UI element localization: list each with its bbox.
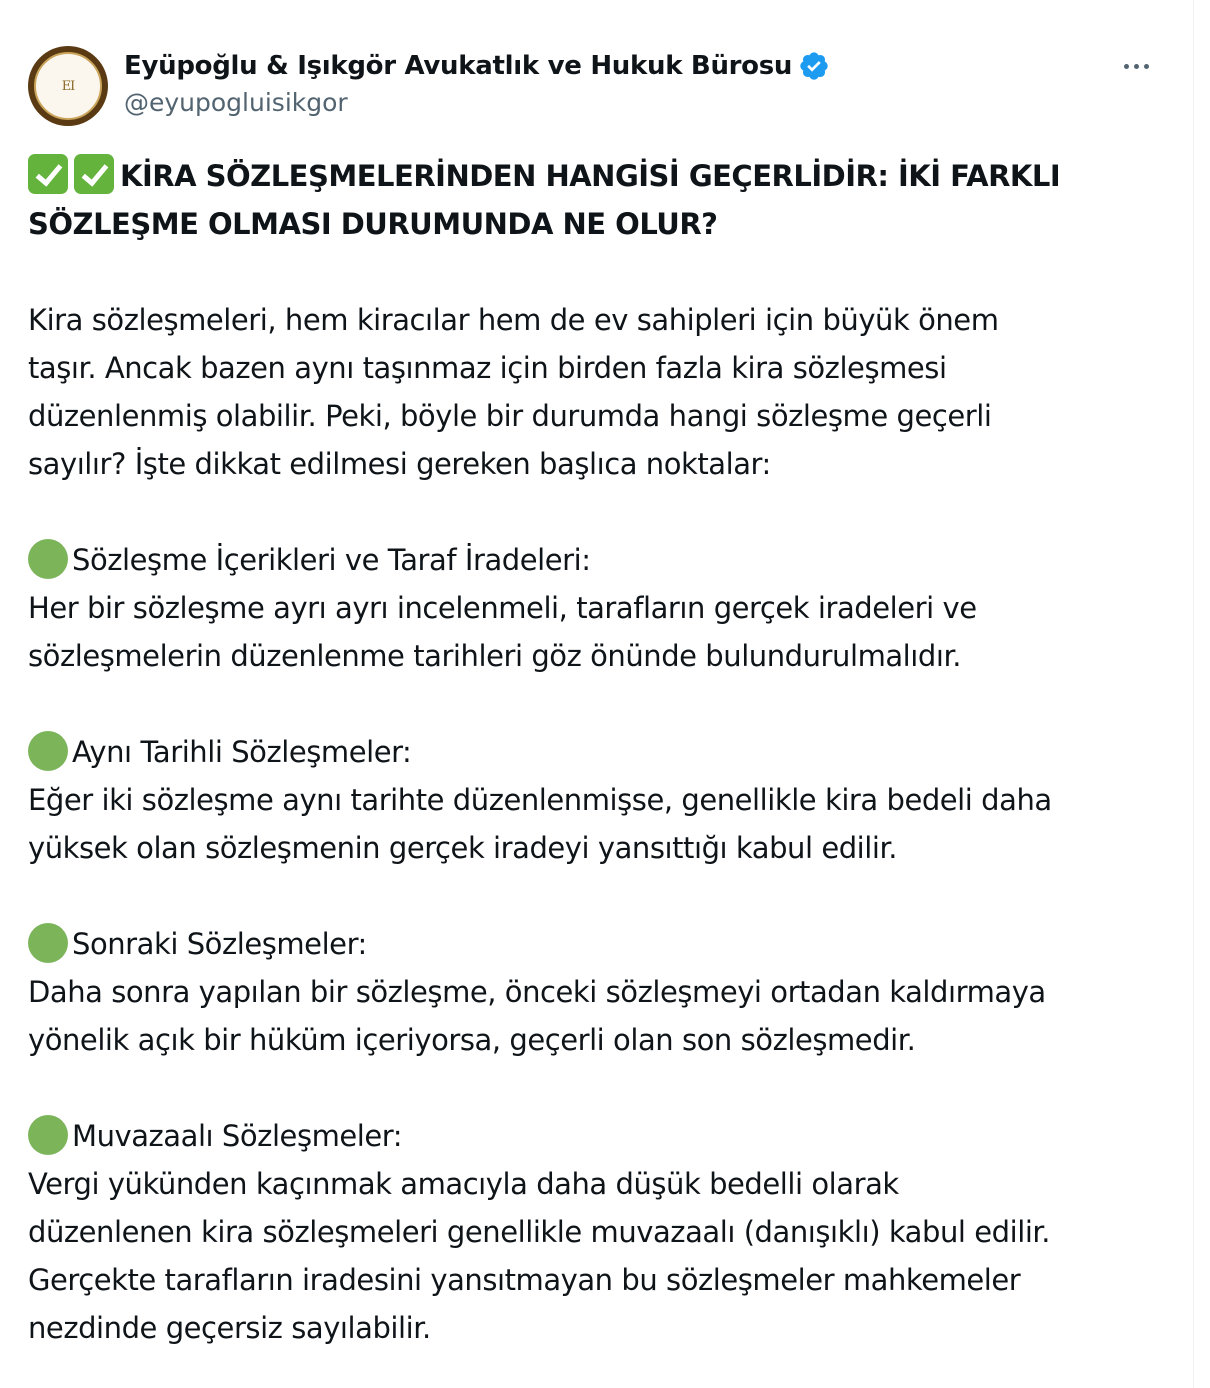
display-name[interactable]: Eyüpoğlu & Işıkgör Avukatlık ve Hukuk Bürosu (124, 51, 793, 81)
green-circle-emoji (28, 923, 68, 963)
more-options-icon[interactable] (1116, 54, 1156, 78)
section-3 (28, 920, 1163, 1064)
section-title (28, 536, 1163, 584)
section-line: düzenlenen kira sözleşmeleri genellikle muvazaalı (danışıklı) kabul edilir. (28, 1215, 1051, 1249)
post-headline-line-1 (28, 152, 1163, 200)
section-line: Eğer iki sözleşme aynı tarihte düzenlenmişse, genellikle kira bedeli daha (28, 783, 1052, 817)
avatar[interactable] (28, 46, 108, 126)
intro-line: sayılır? İşte dikkat edilmesi gereken başlıca noktalar: (28, 447, 771, 481)
avatar-monogram: EI (61, 78, 75, 94)
verified-badge-icon[interactable] (798, 50, 830, 82)
section-title-text: Sözleşme İçerikleri ve Taraf İradeleri: (72, 543, 591, 577)
post-header (28, 44, 1170, 128)
intro-paragraph (28, 296, 1163, 488)
intro-line: Kira sözleşmeleri, hem kiracılar hem de ev sahipleri için büyük önem (28, 303, 999, 337)
post-text (28, 152, 1163, 1352)
headline-text-1: KİRA SÖZLEŞMELERİNDEN HANGİSİ GEÇERLİDİR: İKİ FARKLI (120, 159, 1061, 193)
intro-line: taşır. Ancak bazen aynı taşınmaz için birden fazla kira sözleşmesi (28, 351, 947, 385)
post-headline-line-2: SÖZLEŞME OLMASI DURUMUNDA NE OLUR? (28, 207, 718, 241)
green-circle-emoji (28, 1115, 68, 1155)
section-title (28, 728, 1163, 776)
column-divider (1193, 0, 1194, 1388)
intro-line: düzenlenmiş olabilir. Peki, böyle bir durumda hangi sözleşme geçerli (28, 399, 992, 433)
section-line: Vergi yükünden kaçınmak amacıyla daha düşük bedelli olarak (28, 1167, 899, 1201)
section-title (28, 1112, 1163, 1160)
author-info (124, 48, 830, 120)
check-mark-emoji (74, 154, 114, 194)
section-4 (28, 1112, 1163, 1352)
green-circle-emoji (28, 731, 68, 771)
section-line: Daha sonra yapılan bir sözleşme, önceki sözleşmeyi ortadan kaldırmaya (28, 975, 1046, 1009)
green-circle-emoji (28, 539, 68, 579)
section-title-text: Aynı Tarihli Sözleşmeler: (72, 735, 412, 769)
section-line: Her bir sözleşme ayrı ayrı incelenmeli, tarafların gerçek iradeleri ve (28, 591, 977, 625)
section-1 (28, 536, 1163, 680)
section-line: yüksek olan sözleşmenin gerçek iradeyi yansıttığı kabul edilir. (28, 831, 898, 865)
section-title (28, 920, 1163, 968)
section-title-text: Sonraki Sözleşmeler: (72, 927, 367, 961)
check-mark-emoji (28, 154, 68, 194)
avatar-logo (34, 52, 102, 120)
section-line: Gerçekte tarafların iradesini yansıtmayan bu sözleşmeler mahkemeler (28, 1263, 1021, 1297)
handle[interactable]: @eyupogluisikgor (124, 88, 348, 117)
section-title-text: Muvazaalı Sözleşmeler: (72, 1119, 403, 1153)
section-2 (28, 728, 1163, 872)
section-line: nezdinde geçersiz sayılabilir. (28, 1311, 431, 1345)
display-name-row (124, 48, 830, 84)
section-line: sözleşmelerin düzenlenme tarihleri göz önünde bulundurulmalıdır. (28, 639, 962, 673)
section-line: yönelik açık bir hüküm içeriyorsa, geçerli olan son sözleşmedir. (28, 1023, 916, 1057)
